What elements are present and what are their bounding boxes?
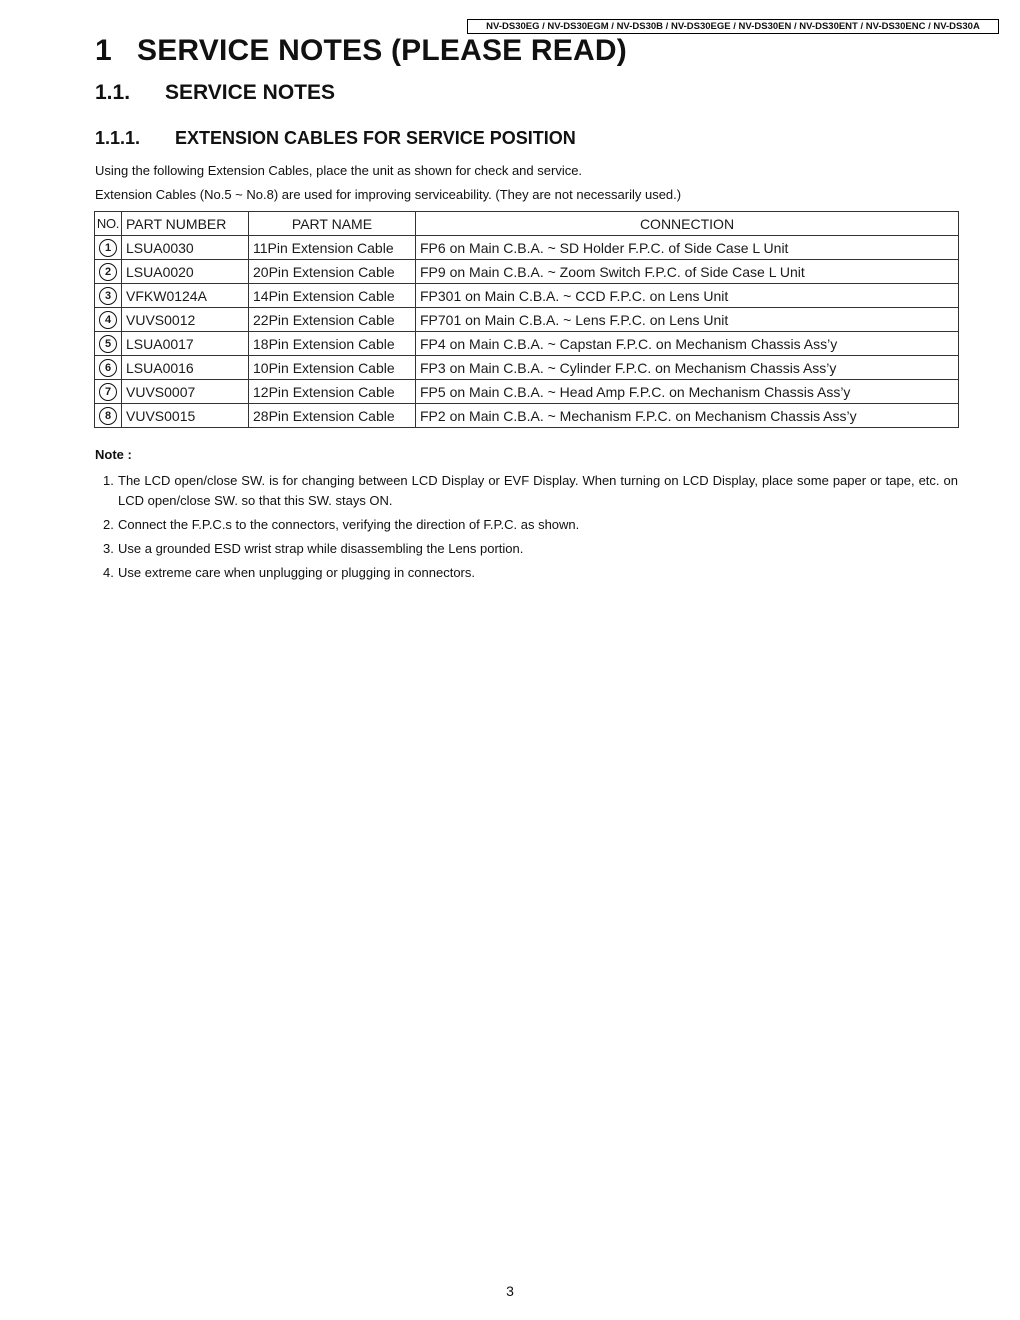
part-name-cell: 12Pin Extension Cable xyxy=(249,380,416,404)
row-number: 8 xyxy=(99,407,117,425)
connection-cell: FP701 on Main C.B.A. ~ Lens F.P.C. on Lens Unit xyxy=(416,308,959,332)
row-number: 7 xyxy=(99,383,117,401)
row-number-cell xyxy=(95,332,122,356)
part-name-cell: 14Pin Extension Cable xyxy=(249,284,416,308)
section-number: 1 xyxy=(95,34,112,67)
connection-cell: FP3 on Main C.B.A. ~ Cylinder F.P.C. on Mechanism Chassis Ass’y xyxy=(416,356,959,380)
part-number-cell: VUVS0012 xyxy=(122,308,249,332)
page-number: 3 xyxy=(506,1283,514,1299)
note-heading: Note : xyxy=(95,447,132,462)
part-name-cell: 22Pin Extension Cable xyxy=(249,308,416,332)
part-name-cell: 28Pin Extension Cable xyxy=(249,404,416,428)
row-number-cell xyxy=(95,284,122,308)
table-row xyxy=(95,308,959,332)
section-title: SERVICE NOTES (PLEASE READ) xyxy=(137,34,627,67)
part-number-cell: VUVS0015 xyxy=(122,404,249,428)
connection-cell: FP4 on Main C.B.A. ~ Capstan F.P.C. on Mechanism Chassis Ass’y xyxy=(416,332,959,356)
subsection-number: 1.1. xyxy=(95,81,131,104)
part-number-cell: LSUA0030 xyxy=(122,236,249,260)
subsubsection-title: EXTENSION CABLES FOR SERVICE POSITION xyxy=(175,128,576,148)
row-number: 3 xyxy=(99,287,117,305)
table-row xyxy=(95,404,959,428)
note-text: Use a grounded ESD wrist strap while disassembling the Lens portion. xyxy=(118,541,524,556)
note-number: 3. xyxy=(103,541,114,556)
row-number-cell xyxy=(95,380,122,404)
table-row xyxy=(95,356,959,380)
subsection-heading xyxy=(95,81,335,105)
table-row xyxy=(95,260,959,284)
part-name-cell: 20Pin Extension Cable xyxy=(249,260,416,284)
note-number: 4. xyxy=(103,565,114,580)
intro-paragraph: Using the following Extension Cables, place the unit as shown for check and service. xyxy=(95,163,583,178)
connection-cell: FP301 on Main C.B.A. ~ CCD F.P.C. on Lens Unit xyxy=(416,284,959,308)
connection-cell: FP6 on Main C.B.A. ~ SD Holder F.P.C. of Side Case L Unit xyxy=(416,236,959,260)
row-number-cell xyxy=(95,404,122,428)
part-name-cell: 10Pin Extension Cable xyxy=(249,356,416,380)
row-number-cell xyxy=(95,356,122,380)
table-row xyxy=(95,332,959,356)
row-number-cell xyxy=(95,308,122,332)
note-item xyxy=(95,539,958,559)
subsection-title: SERVICE NOTES xyxy=(165,81,335,104)
part-number-cell: LSUA0020 xyxy=(122,260,249,284)
intro-paragraph: Extension Cables (No.5 ~ No.8) are used for improving serviceability. (They are not necessarily used.) xyxy=(95,187,682,202)
subsubsection-number: 1.1.1. xyxy=(95,128,141,148)
part-number-cell: VFKW0124A xyxy=(122,284,249,308)
header-part-number: PART NUMBER xyxy=(122,212,249,236)
note-number: 1. xyxy=(103,473,114,488)
part-name-cell: 18Pin Extension Cable xyxy=(249,332,416,356)
part-number-cell: LSUA0016 xyxy=(122,356,249,380)
note-text: Connect the F.P.C.s to the connectors, verifying the direction of F.P.C. as shown. xyxy=(118,517,580,532)
connection-cell: FP2 on Main C.B.A. ~ Mechanism F.P.C. on Mechanism Chassis Ass’y xyxy=(416,404,959,428)
note-item xyxy=(95,515,958,535)
row-number-cell xyxy=(95,260,122,284)
note-item xyxy=(95,563,958,583)
table-row xyxy=(95,380,959,404)
section-heading xyxy=(95,34,627,68)
subsubsection-heading xyxy=(95,128,576,149)
row-number: 5 xyxy=(99,335,117,353)
table-row xyxy=(95,284,959,308)
part-name-cell: 11Pin Extension Cable xyxy=(249,236,416,260)
connection-cell: FP9 on Main C.B.A. ~ Zoom Switch F.P.C. of Side Case L Unit xyxy=(416,260,959,284)
model-list-header: NV-DS30EG / NV-DS30EGM / NV-DS30B / NV-DS30EGE / NV-DS30EN / NV-DS30ENT / NV-DS30ENC / NV-DS30A xyxy=(467,19,999,34)
part-number-cell: LSUA0017 xyxy=(122,332,249,356)
notes-list xyxy=(95,471,958,587)
header-no: NO. xyxy=(95,212,122,236)
header-connection: CONNECTION xyxy=(416,212,959,236)
part-number-cell: VUVS0007 xyxy=(122,380,249,404)
table-header-row xyxy=(95,212,959,236)
header-part-name: PART NAME xyxy=(249,212,416,236)
row-number: 6 xyxy=(99,359,117,377)
extension-cables-table xyxy=(94,211,959,428)
row-number: 4 xyxy=(99,311,117,329)
row-number: 2 xyxy=(99,263,117,281)
row-number-cell xyxy=(95,236,122,260)
note-number: 2. xyxy=(103,517,114,532)
note-text: Use extreme care when unplugging or plugging in connectors. xyxy=(118,565,475,580)
row-number: 1 xyxy=(99,239,117,257)
note-text: The LCD open/close SW. is for changing between LCD Display or EVF Display. When turning on LCD Display, place some paper or tape, etc. on LCD open/close SW. so that this SW. stays ON. xyxy=(118,473,958,508)
table-row xyxy=(95,236,959,260)
note-item xyxy=(95,471,958,511)
connection-cell: FP5 on Main C.B.A. ~ Head Amp F.P.C. on Mechanism Chassis Ass’y xyxy=(416,380,959,404)
